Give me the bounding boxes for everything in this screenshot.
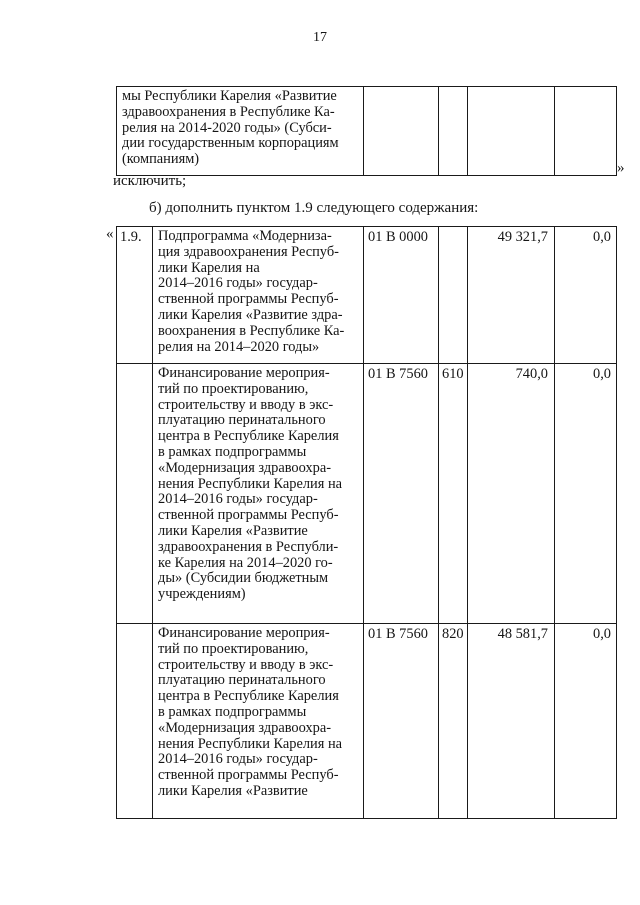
description-line: нения Республики Карелия на bbox=[158, 475, 343, 492]
target-code: 01 В 7560 bbox=[368, 626, 428, 642]
description-line: лики Карелия «Развитие здра- bbox=[158, 306, 343, 323]
description-line: 2014–2016 годы» государ- bbox=[158, 751, 318, 768]
description-line: учреждениям) bbox=[158, 586, 246, 603]
description-line: (компаниям) bbox=[122, 151, 200, 168]
expense-type: 820 bbox=[442, 626, 464, 642]
opening-quote: « bbox=[106, 226, 114, 242]
description-line: Подпрограмма «Модерниза- bbox=[158, 228, 332, 244]
description-line: строительству и вводу в экс- bbox=[158, 656, 334, 673]
description-line: здравоохранения в Республи- bbox=[158, 538, 339, 555]
amount-extra: 0,0 bbox=[593, 229, 611, 245]
description-line: Финансирование мероприя- bbox=[158, 625, 330, 641]
amount: 49 321,7 bbox=[497, 229, 548, 245]
description-line: лики Карелия «Развитие bbox=[158, 782, 308, 799]
description-line: ственной программы Респуб- bbox=[158, 767, 339, 784]
description-line: 2014–2016 годы» государ- bbox=[158, 275, 318, 292]
row-number: 1.9. bbox=[120, 229, 142, 245]
target-code: 01 В 0000 bbox=[368, 229, 428, 245]
top-table-description bbox=[122, 89, 339, 168]
description-line: ды» (Субсидии бюджетным bbox=[158, 570, 329, 587]
description-line: лики Карелия «Развитие bbox=[158, 522, 308, 539]
add-clause-text: б) дополнить пунктом 1.9 следующего содержания: bbox=[149, 200, 479, 216]
description-line: релия на 2014-2020 годы» (Субси- bbox=[122, 119, 332, 136]
description-line: ке Карелия на 2014–2020 го- bbox=[158, 554, 333, 571]
description-line: воохранения в Республике Ка- bbox=[158, 322, 345, 339]
description-line: «Модернизация здравоохра- bbox=[158, 459, 332, 476]
description-line: «Модернизация здравоохра- bbox=[158, 719, 332, 736]
description-line: ственной программы Респуб- bbox=[158, 291, 339, 308]
description-line: Финансирование мероприя- bbox=[158, 365, 330, 381]
amount-extra: 0,0 bbox=[593, 366, 611, 382]
target-code: 01 В 7560 bbox=[368, 366, 428, 382]
row-description bbox=[158, 229, 344, 355]
exclude-text: исключить; bbox=[113, 173, 187, 189]
expense-type: 610 bbox=[442, 366, 464, 382]
description-line: в рамках подпрограммы bbox=[158, 443, 307, 460]
description-line: строительству и вводу в экс- bbox=[158, 396, 334, 413]
description-line: центра в Республике Карелия bbox=[158, 428, 339, 445]
page-number: 17 bbox=[313, 30, 327, 45]
description-line: нения Республики Карелия на bbox=[158, 735, 343, 752]
description-line: ственной программы Респуб- bbox=[158, 507, 339, 524]
description-line: мы Республики Карелия «Развитие bbox=[122, 88, 337, 104]
row-description bbox=[158, 366, 342, 603]
description-line: дии государственным корпорациям bbox=[122, 135, 339, 152]
description-line: тий по проектированию, bbox=[158, 380, 309, 397]
description-line: лики Карелия на bbox=[158, 259, 260, 276]
amount: 740,0 bbox=[515, 366, 548, 382]
description-line: релия на 2014–2020 годы» bbox=[158, 338, 320, 355]
amount-extra: 0,0 bbox=[593, 626, 611, 642]
description-line: в рамках подпрограммы bbox=[158, 703, 307, 720]
description-line: ция здравоохранения Респуб- bbox=[158, 243, 339, 260]
closing-quote: » bbox=[617, 160, 625, 176]
description-line: 2014–2016 годы» государ- bbox=[158, 491, 318, 508]
description-line: тий по проектированию, bbox=[158, 640, 309, 657]
amount: 48 581,7 bbox=[497, 626, 548, 642]
description-line: плуатацию перинатального bbox=[158, 672, 326, 689]
row-description bbox=[158, 626, 342, 800]
description-line: центра в Республике Карелия bbox=[158, 688, 339, 705]
description-line: здравоохранения в Республике Ка- bbox=[122, 103, 335, 120]
description-line: плуатацию перинатального bbox=[158, 412, 326, 429]
